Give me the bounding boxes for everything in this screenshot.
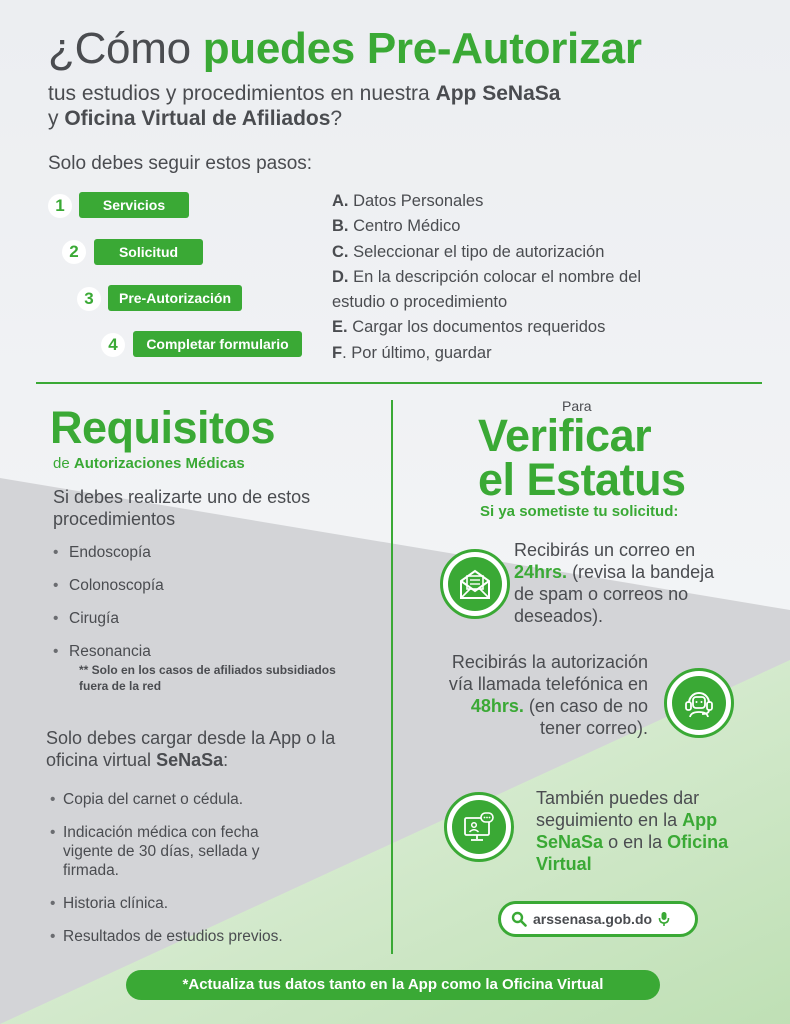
- phone-info: Recibirás la autorización vía llamada telefónica en 48hrs. (en caso de no tener correo).: [448, 652, 648, 738]
- list-item: • Cirugía: [53, 610, 373, 643]
- sub-step-f: F. Por último, guardar: [332, 343, 492, 362]
- procedures-lead: Si debes realizarte uno de estos procedimientos: [53, 487, 311, 529]
- step-number-2: 2: [62, 240, 86, 264]
- sub-step-c: C. Seleccionar el tipo de autorización: [332, 242, 605, 261]
- sub-step-e: E. Cargar los documentos requeridos: [332, 318, 606, 337]
- list-item: • Colonoscopía: [53, 577, 373, 610]
- list-item: • Resonancia: [53, 643, 373, 676]
- step-number-3: 3: [77, 287, 101, 311]
- sub-step-d: D. En la descripción colocar el nombre del estudio o procedimiento: [332, 267, 642, 312]
- list-item: • Endoscopía: [53, 544, 373, 577]
- title-prefix: ¿Cómo: [48, 24, 191, 73]
- computer-chat-icon-circle: [444, 792, 514, 862]
- verify-pre: Para: [562, 398, 592, 414]
- subtitle-connector: y: [48, 107, 59, 130]
- requirements-title: Requisitos: [50, 402, 276, 453]
- horizontal-divider: [36, 382, 762, 384]
- list-item: • Copia del carnet o cédula.: [50, 790, 380, 809]
- title-emphasis: puedes Pre-Autorizar: [202, 24, 642, 73]
- website-link[interactable]: [498, 901, 698, 937]
- sub-steps-list: [332, 189, 692, 366]
- step-pill-solicitud: Solicitud: [94, 239, 203, 265]
- microphone-icon: [658, 911, 670, 927]
- step-pill-completar-formulario: Completar formulario: [133, 331, 302, 357]
- sub-step-a: A. Datos Personales: [332, 192, 484, 210]
- procedures-list: [53, 544, 373, 676]
- support-agent-icon-circle: [664, 668, 734, 738]
- verify-subtitle: Si ya sometiste tu solicitud:: [480, 503, 679, 520]
- track-info: También puedes dar seguimiento en la App SeNaSa o en la Oficina Virtual: [536, 788, 729, 874]
- page-title: [48, 24, 642, 74]
- computer-chat-icon: [462, 810, 496, 844]
- list-item: • Indicación médica con fecha vigente de 30 días, sellada y firmada.: [50, 823, 305, 880]
- upload-lead: Solo debes cargar desde la App o la oficina virtual SeNaSa:: [46, 728, 336, 770]
- vertical-divider: [391, 400, 393, 954]
- procedures-note: ** Solo en los casos de afiliados subsidiados fuera de la red: [79, 663, 336, 693]
- subtitle-line-2: [48, 107, 342, 131]
- sub-step-b: B. Centro Médico: [332, 217, 461, 236]
- subtitle-text: tus estudios y procedimientos en nuestra: [48, 82, 430, 105]
- email-info: Recibirás un correo en 24hrs. (revisa la bandeja de spam o correos no deseados).: [514, 540, 715, 626]
- requirements-subtitle: de Autorizaciones Médicas: [53, 455, 245, 472]
- subtitle-line-1: [48, 82, 560, 106]
- website-url: arssenasa.gob.do: [533, 911, 653, 927]
- subtitle-app-name: App SeNaSa: [435, 82, 561, 105]
- steps-intro: Solo debes seguir estos pasos:: [48, 153, 313, 174]
- step-number-4: 4: [101, 333, 125, 357]
- support-agent-icon: [682, 686, 716, 720]
- envelope-icon-circle: [440, 549, 510, 619]
- documents-list: [50, 790, 380, 960]
- verify-title: Verificar el Estatus: [478, 410, 686, 505]
- list-item: • Historia clínica.: [50, 894, 380, 913]
- envelope-icon: [458, 567, 492, 601]
- step-pill-pre-autorizacion: Pre-Autorización: [108, 285, 242, 311]
- step-number-1: 1: [48, 194, 72, 218]
- subtitle-office-name: Oficina Virtual de Afiliados: [64, 107, 331, 130]
- subtitle-end: ?: [330, 107, 343, 130]
- step-pill-servicios: Servicios: [79, 192, 189, 218]
- list-item: • Resultados de estudios previos.: [50, 927, 380, 946]
- search-icon: [511, 911, 527, 927]
- footer-banner: *Actualiza tus datos tanto en la App como la Oficina Virtual: [126, 970, 660, 1000]
